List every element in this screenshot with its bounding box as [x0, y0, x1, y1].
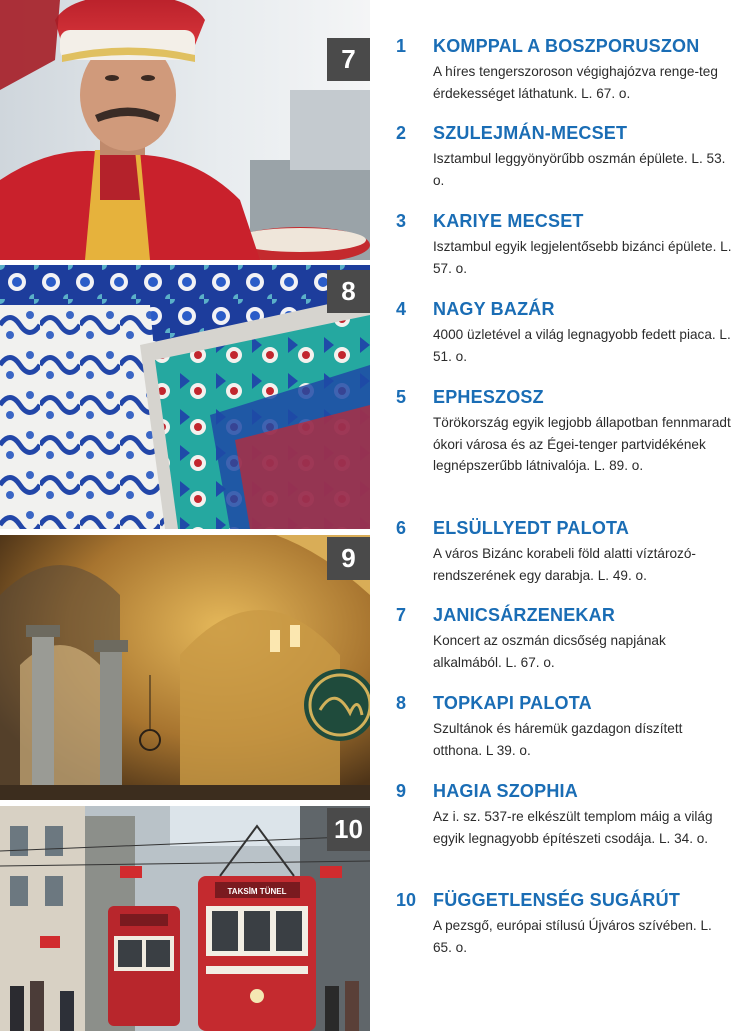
item-description: Törökország egyik legjobb állapotban fennmaradt ókori városa és az Égei-tenger partvidékének legnépszerűbb látnivalója. L. 89. o. — [433, 415, 731, 473]
item-description: Isztambul leggyönyörűbb oszmán épülete. L. 53. o. — [433, 151, 726, 188]
item-number: 8 — [396, 693, 407, 713]
item-title: SZULEJMÁN-MECSET — [433, 123, 628, 143]
item-number: 3 — [396, 211, 407, 231]
item-number: 5 — [396, 387, 407, 407]
item-title: TOPKAPI PALOTA — [433, 693, 592, 713]
photo-janissary-musician — [0, 0, 370, 260]
photo-number-badge: 8 — [327, 270, 370, 313]
item-number: 9 — [396, 781, 407, 801]
item-number: 4 — [396, 299, 407, 319]
photo-iznik-tiles — [0, 265, 370, 529]
item-number: 2 — [396, 123, 407, 143]
item-title: ELSÜLLYEDT PALOTA — [433, 518, 630, 538]
photo-number-badge: 10 — [327, 808, 370, 851]
photo-taksim-tram — [0, 806, 370, 1031]
item-title: NAGY BAZÁR — [433, 299, 555, 319]
item-description: Isztambul egyik legjelentősebb bizánci épülete. L. 57. o. — [433, 239, 732, 276]
photo-number-badge: 9 — [327, 537, 370, 580]
item-title: KARIYE MECSET — [433, 211, 584, 231]
item-number: 10 — [396, 890, 417, 910]
item-title: JANICSÁRZENEKAR — [433, 605, 616, 625]
item-number: 1 — [396, 36, 407, 56]
item-number: 6 — [396, 518, 407, 538]
photo-number-badge: 7 — [327, 38, 370, 81]
item-description: Az i. sz. 537-re elkészült templom máig a világ egyik legnagyobb építészeti csodája. L. 34. o. — [433, 809, 713, 846]
item-number: 7 — [396, 605, 407, 625]
tram-destination-sign: TAKSİM TÜNEL — [227, 887, 287, 896]
item-title: FÜGGETLENSÉG SUGÁRÚT — [433, 890, 681, 910]
item-description: A híres tengerszoroson végighajózva renge-teg érdekességet láthatunk. L. 67. o. — [433, 64, 718, 101]
item-title: KOMPPAL A BOSZPORUSZON — [433, 36, 700, 56]
item-description: A pezsgő, európai stílusú Újváros szívében. L. 65. o. — [433, 918, 712, 955]
photo-column — [0, 0, 370, 1031]
item-description: 4000 üzletével a világ legnagyobb fedett piaca. L. 51. o. — [433, 327, 731, 364]
item-title: HAGIA SZOPHIA — [433, 781, 578, 801]
item-description: A város Bizánc korabeli föld alatti víztározó-rendszerének egy darabja. L. 49. o. — [433, 546, 696, 583]
item-description: Szultánok és háremük gazdagon díszített otthona. L 39. o. — [433, 721, 683, 758]
photo-hagia-sophia — [0, 535, 370, 800]
item-title: EPHESZOSZ — [433, 387, 544, 407]
item-description: Koncert az oszmán dicsőség napjának alkalmából. L. 67. o. — [433, 633, 666, 670]
